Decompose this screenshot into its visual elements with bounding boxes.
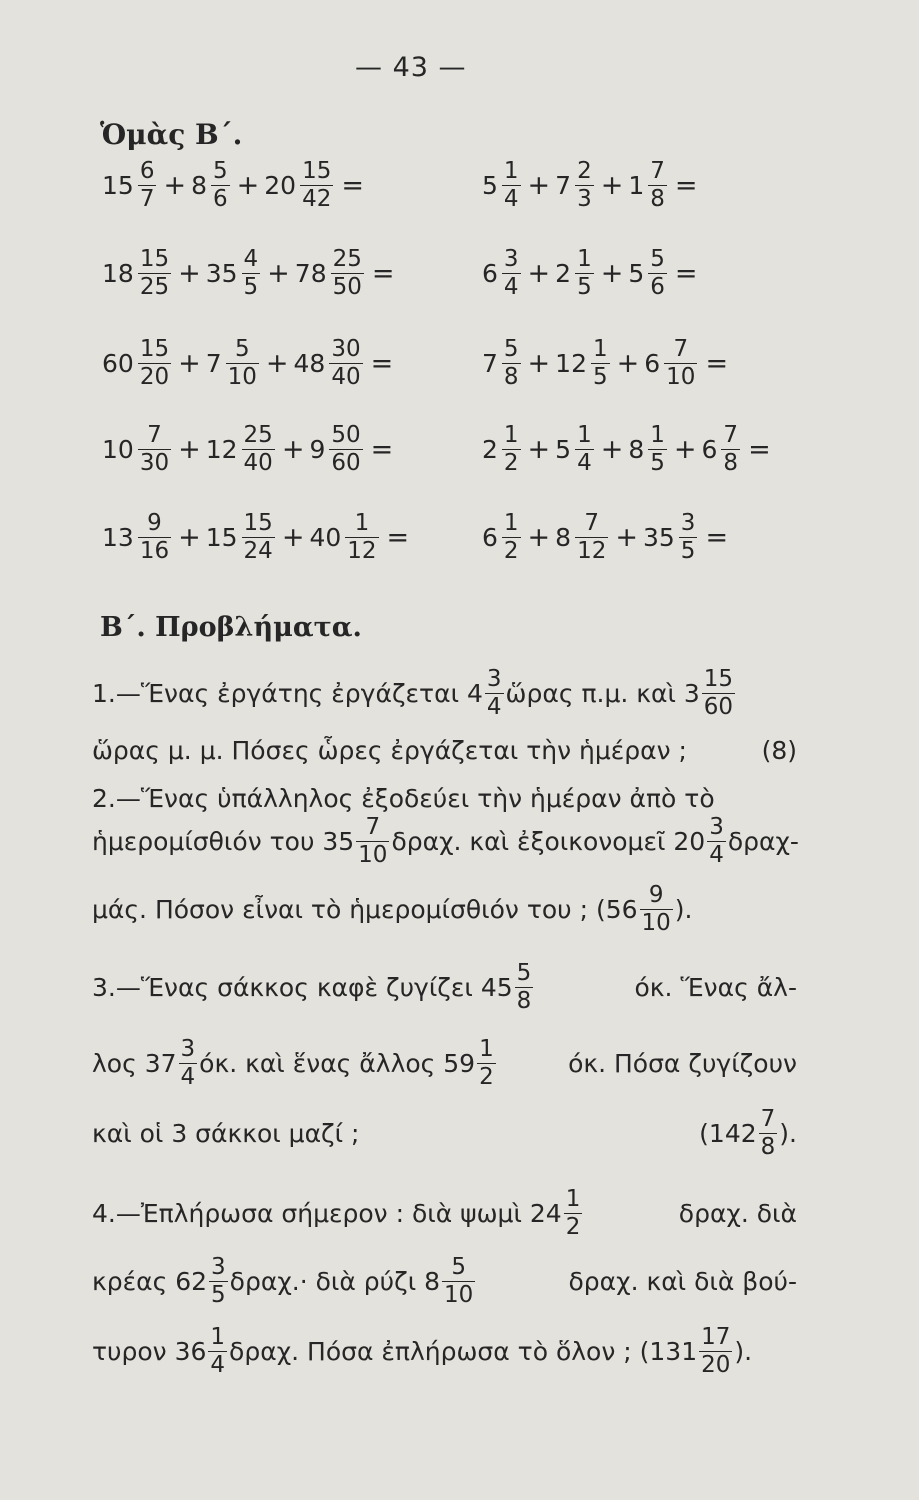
fraction [242,512,275,563]
plus-sign: + [267,258,290,289]
fraction [138,160,157,211]
mixed-number [294,338,365,389]
denominator: 30 [139,450,170,476]
whole-part: 8 [555,523,572,552]
plus-sign: + [178,522,201,553]
equals-sign: = [748,434,771,465]
denominator: 8 [503,364,519,390]
fraction [502,160,521,211]
denominator: 8 [650,186,665,212]
mixed-number [264,160,335,211]
problem-text: δραχ- [727,827,799,856]
plus-sign: + [178,258,201,289]
fraction [138,424,171,475]
whole-part: 60 [102,349,134,378]
problem-text: ὥρας μ. μ. Πόσες ὧρες ἐργάζεται τὴν ἡμέραν ; [92,736,687,765]
whole-part: 20 [264,171,297,200]
problem-text: όκ. Ἕνας ἄλ- [634,973,797,1002]
fraction: $\frac{15}{60}$ [703,666,734,720]
whole-part: 7 [555,171,572,200]
problem-text: ὥρας π.μ. καὶ 3 [505,679,700,708]
denominator: 60 [331,450,361,476]
problem-text: τυρον 36 [92,1337,207,1366]
fraction: $\frac{1}{4}$ [210,1324,226,1378]
denominator: 3 [577,186,592,212]
problem-2-line-3 [92,884,797,935]
numerator: 25 [243,422,273,448]
mixed-number [206,424,277,475]
numerator: 5 [212,158,228,184]
fraction [502,338,521,389]
mixed-number [206,512,277,563]
fraction [138,248,171,299]
denominator: 10 [227,364,257,390]
problem-text: 2.—Ἕνας ὑπάλληλος ἐξοδεύει τὴν ἡμέραν ἀπὸ τὸ [92,784,715,813]
mixed-number [555,512,610,563]
whole-part: 2 [482,435,498,464]
mixed-number [102,338,173,389]
numerator: 6 [139,158,155,184]
numerator: 7 [147,422,162,448]
problem-3-line-1 [92,962,797,1013]
denominator: 12 [577,538,607,564]
numerator: 15 [139,336,170,362]
plus-sign: + [600,434,624,465]
denominator: 40 [243,450,273,476]
equals-sign: = [674,258,698,289]
plus-sign: + [600,170,624,201]
mixed-number [482,338,523,389]
fraction [664,338,697,389]
equals-sign: = [705,522,729,553]
numerator: 15 [302,158,332,184]
mixed-number [482,160,523,211]
denominator: 5 [592,364,608,390]
fraction: $\frac{7}{10}$ [358,814,388,868]
problem-answer: ). [674,895,693,924]
problem-text: δραχ. καὶ διὰ βού- [568,1267,797,1296]
denominator: 5 [243,274,259,300]
mixed-number [555,424,596,475]
fraction [345,512,378,563]
whole-part: 6 [482,523,498,552]
numerator: 1 [503,158,519,184]
whole-part: 8 [191,171,207,200]
numerator: 7 [723,422,739,448]
plus-sign: + [178,348,201,379]
mixed-number [309,424,364,475]
numerator: 3 [503,246,519,272]
whole-part: 12 [555,349,587,378]
exercise-left-3 [102,338,393,389]
numerator: 15 [139,246,170,272]
whole-part: 5 [482,171,498,200]
numerator: 15 [243,510,273,536]
denominator: 4 [577,450,592,476]
numerator: 1 [503,422,519,448]
mixed-number [643,512,699,563]
fraction: $\frac{7}{8}$ [760,1106,776,1160]
fraction [329,424,362,475]
whole-part: 35 [205,259,238,288]
equals-sign: = [705,348,729,379]
exercise-right-3 [482,338,728,389]
whole-part: 40 [309,523,342,552]
denominator: 8 [723,450,739,476]
problem-1-line-2 [92,736,797,765]
whole-part: 5 [555,435,572,464]
problem-text: όκ. Πόσα ζυγίζουν [568,1049,797,1078]
whole-part: 15 [102,171,134,200]
numerator: 1 [577,422,592,448]
fraction [591,338,610,389]
numerator: 7 [650,158,665,184]
fraction: $\frac{3}{4}$ [709,814,724,868]
mixed-number [628,160,669,211]
problem-answer: ). [779,1119,797,1148]
mixed-number [206,338,261,389]
whole-part: 10 [102,435,134,464]
problem-2-line-2 [92,816,797,867]
exercise-right-2 [482,248,698,299]
denominator: 6 [212,186,228,212]
fraction [575,424,594,475]
denominator: 5 [680,538,696,564]
denominator: 40 [331,364,361,390]
mixed-number [482,424,523,475]
numerator: 1 [503,510,519,536]
whole-part: 12 [205,435,238,464]
mixed-number [628,248,669,299]
fraction [648,160,667,211]
equals-sign: = [370,348,394,379]
plus-sign: + [265,348,289,379]
whole-part: 7 [205,349,222,378]
numerator: 4 [243,246,259,272]
fraction [502,424,521,475]
problem-text: όκ. καὶ ἕνας ἄλλος 59 [199,1049,476,1078]
problem-text: δραχ.· διὰ ρύζι 8 [229,1267,441,1296]
mixed-number [102,424,173,475]
denominator: 4 [503,274,519,300]
whole-part: 6 [482,259,498,288]
fraction [211,160,230,211]
problem-answer: (142 [699,1119,757,1148]
fraction [331,248,364,299]
denominator: 5 [577,274,592,300]
whole-part: 15 [205,523,238,552]
mixed-number [644,338,699,389]
mixed-number [309,512,380,563]
plus-sign: + [527,434,551,465]
plus-sign: + [163,170,187,201]
plus-sign: + [600,258,624,289]
problem-text: 1.—Ἕνας ἐργάτης ἐργάζεται 4 [92,679,483,708]
whole-part: 78 [294,259,327,288]
mixed-number [191,160,232,211]
numerator: 1 [592,336,608,362]
denominator: 2 [503,538,519,564]
denominator: 10 [666,364,696,390]
exercise-left-5 [102,512,409,563]
whole-part: 35 [642,523,675,552]
fraction: $\frac{17}{20}$ [701,1324,731,1378]
problem-4-line-2 [92,1256,797,1307]
denominator: 25 [139,274,170,300]
whole-part: 9 [309,435,326,464]
problem-2-line-1 [92,784,797,813]
plus-sign: + [673,434,697,465]
problem-text: δραχ. καὶ ἐξοικονομεῖ 20 [391,827,706,856]
fraction [226,338,259,389]
fraction: $\frac{3}{5}$ [211,1254,226,1308]
fraction [300,160,333,211]
mixed-number [102,160,158,211]
denominator: 20 [139,364,170,390]
fraction: $\frac{5}{8}$ [516,960,532,1014]
numerator: 1 [354,510,370,536]
denominator: 12 [347,538,377,564]
fraction: $\frac{1}{2}$ [565,1186,581,1240]
numerator: 3 [680,510,696,536]
exercise-right-5 [482,512,728,563]
fraction [679,512,698,563]
plus-sign: + [527,522,551,553]
problem-text: λος 37 [92,1049,177,1078]
problem-4-line-1 [92,1188,797,1239]
plus-sign: + [281,434,305,465]
problem-text: καὶ οἱ 3 σάκκοι μαζί ; [92,1119,360,1148]
plus-sign: + [527,170,551,201]
section-heading: Β΄. Προβλήματα. [100,612,362,643]
numerator: 5 [234,336,250,362]
problem-text: μάς. Πόσον εἶναι τὸ ἡμερομίσθιόν του ; (56 [92,895,638,924]
whole-part: 18 [102,259,134,288]
denominator: 7 [139,186,155,212]
fraction: $\frac{1}{2}$ [479,1036,494,1090]
plus-sign: + [527,348,551,379]
whole-part: 48 [293,349,326,378]
numerator: 9 [147,510,162,536]
fraction [575,160,594,211]
fraction [648,424,667,475]
numerator: 5 [650,246,665,272]
mixed-number [702,424,743,475]
exercise-right-1 [482,160,698,211]
fraction: $\frac{3}{4}$ [180,1036,196,1090]
mixed-number [295,248,366,299]
fraction [648,248,667,299]
plus-sign: + [527,258,551,289]
denominator: 6 [650,274,665,300]
equals-sign: = [674,170,698,201]
problem-text: δραχ. Πόσα ἐπλήρωσα τὸ ὅλον ; (131 [229,1337,698,1366]
numerator: 7 [584,510,600,536]
problem-1-line-1 [92,668,797,719]
fraction [502,512,521,563]
denominator: 5 [650,450,665,476]
fraction [721,424,740,475]
fraction: $\frac{3}{4}$ [486,666,502,720]
denominator: 2 [503,450,519,476]
problem-text: ἡμερομίσθιόν του 35 [92,827,355,856]
denominator: 4 [503,186,519,212]
plus-sign: + [178,434,201,465]
mixed-number [482,248,523,299]
denominator: 16 [139,538,170,564]
fraction: $\frac{5}{10}$ [444,1254,474,1308]
numerator: 50 [331,422,361,448]
problem-3-line-2 [92,1038,797,1089]
whole-part: 5 [628,259,645,288]
mixed-number [555,248,596,299]
whole-part: 7 [482,349,498,378]
plus-sign: + [616,348,640,379]
mixed-number [206,248,262,299]
problem-text: 4.—Ἐπλήρωσα σήμερον : διὰ ψωμὶ 24 [92,1199,562,1228]
problem-text: κρέας 62 [92,1267,208,1296]
equals-sign: = [341,170,364,201]
fraction [502,248,521,299]
plus-sign: + [236,170,260,201]
numerator: 2 [577,158,592,184]
fraction [575,248,594,299]
numerator: 1 [577,246,592,272]
plus-sign: + [281,522,305,553]
group-heading: Ὁμὰς Β΄. [100,118,243,151]
plus-sign: + [615,522,638,553]
fraction [138,338,171,389]
whole-part: 8 [628,435,645,464]
page-number: — 43 — [355,52,467,83]
denominator: 24 [243,538,273,564]
mixed-number [628,424,669,475]
problem-text: δραχ. διὰ [678,1199,797,1228]
denominator: 42 [302,186,332,212]
exercise-left-4 [102,424,393,475]
equals-sign: = [371,258,395,289]
fraction [329,338,362,389]
exercise-left-2 [102,248,395,299]
numerator: 5 [503,336,519,362]
mixed-number [482,512,523,563]
problem-text: 3.—Ἕνας σάκκος καφὲ ζυγίζει 45 [92,973,513,1002]
fraction [242,248,261,299]
whole-part: 2 [555,259,572,288]
exercise-left-1 [102,160,364,211]
whole-part: 6 [701,435,718,464]
mixed-number [102,248,173,299]
problem-4-line-3 [92,1326,797,1377]
fraction [575,512,608,563]
whole-part: 13 [102,523,134,552]
problem-answer: (8) [761,736,797,765]
fraction [138,512,171,563]
numerator: 25 [332,246,362,272]
equals-sign: = [370,434,394,465]
mixed-number [102,512,173,563]
equals-sign: = [386,522,410,553]
exercise-right-4 [482,424,771,475]
numerator: 30 [331,336,361,362]
fraction: $\frac{9}{10}$ [641,882,671,936]
problem-3-line-3 [92,1108,797,1159]
mixed-number [555,160,596,211]
whole-part: 1 [628,171,645,200]
problem-answer: ). [734,1337,753,1366]
numerator: 7 [673,336,689,362]
fraction [242,424,275,475]
numerator: 1 [650,422,665,448]
whole-part: 6 [644,349,661,378]
denominator: 50 [332,274,362,300]
mixed-number [555,338,611,389]
